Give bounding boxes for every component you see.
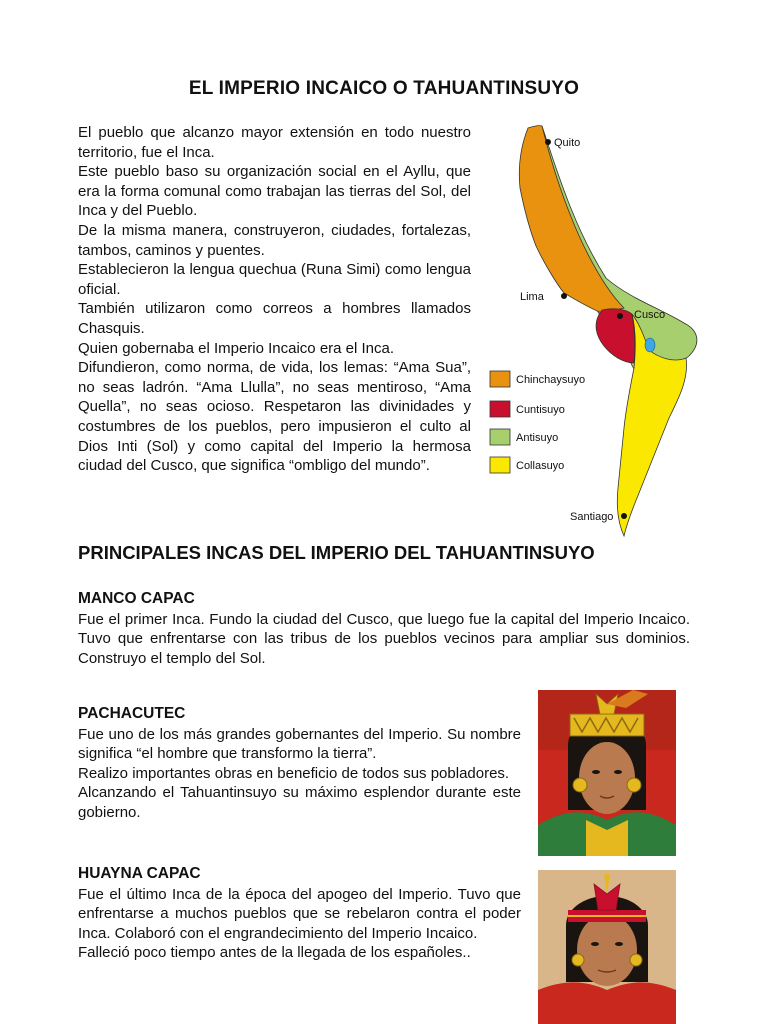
inca-huayna-capac — [78, 864, 521, 963]
quito-label: Quito — [554, 137, 581, 149]
legend-label-chinchaysuyo: Chinchaysuyo — [516, 374, 586, 386]
lima-dot — [561, 293, 567, 299]
intro-paragraph: Difundieron, como norma, de vida, los lemas: “Ama Sua”, no seas ladrón. “Ama Llulla”, no seas mentiroso, “Ama Quella”, no seas ocioso. Respetaron las divinidades y costumbres de los pueblos, pero impusieron el culto al Dios Inti (Sol) y como capital del Imperio la hermosa ciudad del Cusco, que significa “ombligo del mundo”. — [78, 359, 471, 475]
legend-swatch-chinchaysuyo — [490, 371, 510, 387]
lake-titicaca — [645, 338, 655, 352]
map-legend — [490, 371, 585, 473]
intro-paragraph: Este pueblo baso su organización social en el Ayllu, que era la forma comunal como trabajan las tierras del Sol, del Inca y del Pueblo. — [78, 163, 471, 220]
intro-paragraph: También utilizaron como correos a hombres llamados Chasquis. — [78, 300, 471, 337]
legend-swatch-collasuyo — [490, 457, 510, 473]
inca-name: PACHACUTEC — [78, 705, 186, 722]
intro-paragraph: El pueblo que alcanzo mayor extensión en todo nuestro territorio, fue el Inca. — [78, 124, 471, 161]
legend-label-collasuyo: Collasuyo — [516, 460, 565, 472]
inca-paragraph: Alcanzando el Tahuantinsuyo su máximo esplendor durante este gobierno. — [78, 784, 521, 821]
legend-swatch-cuntisuyo — [490, 401, 510, 417]
lima-label: Lima — [520, 291, 544, 303]
legend-label-cuntisuyo: Cuntisuyo — [516, 404, 565, 416]
cuntisuyo-region — [596, 309, 635, 363]
cusco-dot — [617, 313, 623, 319]
inca-pachacutec — [78, 704, 521, 823]
intro-text — [78, 123, 471, 476]
page-title: EL IMPERIO INCAICO O TAHUANTINSUYO — [188, 78, 580, 99]
inca-paragraph: Falleció poco tiempo antes de la llegada de los españoles.. — [78, 944, 471, 962]
inca-paragraph: Fue el último Inca de la época del apogeo del Imperio. Tuvo que enfrentarse a muchos pueblos que se rebelaron contra el poder Inca. Colaboró con el engrandecimiento del Imperio Incaico. — [78, 885, 521, 942]
legend-swatch-antisuyo — [490, 429, 510, 445]
section-title: PRINCIPALES INCAS DEL IMPERIO DEL TAHUANTINSUYO — [78, 542, 595, 563]
inca-name: HUAYNA CAPAC — [78, 865, 201, 882]
cusco-label: Cusco — [634, 309, 666, 321]
huayna-capac-portrait — [538, 870, 676, 1024]
tahuantinsuyo-map — [484, 118, 714, 538]
intro-paragraph: Establecieron la lengua quechua (Runa Simi) como lengua oficial. — [78, 261, 471, 298]
inca-paragraph: Realizo importantes obras en beneficio de todos sus pobladores. — [78, 764, 510, 782]
inca-paragraph: Fue el primer Inca. Fundo la ciudad del Cusco, que luego fue la capital del Imperio Incaico. Tuvo que enfrentarse con las tribus de los pueblos vecinos para ampliar sus dominios. Construyo el templo del Sol. — [78, 610, 690, 667]
legend-label-antisuyo: Antisuyo — [516, 432, 559, 444]
santiago-label: Santiago — [570, 511, 614, 523]
inca-paragraph: Fue uno de los más grandes gobernantes del Imperio. Su nombre significa “el hombre que transformo la tierra”. — [78, 725, 521, 763]
pachacutec-portrait — [538, 690, 676, 856]
inca-name: MANCO CAPAC — [78, 590, 195, 607]
quito-dot — [545, 139, 551, 145]
santiago-dot — [621, 513, 627, 519]
intro-paragraph: Quien gobernaba el Imperio Incaico era el Inca. — [78, 339, 395, 357]
intro-paragraph: De la misma manera, construyeron, ciudades, fortalezas, tambos, caminos y puentes. — [78, 221, 471, 259]
inca-manco-capac — [78, 589, 690, 668]
